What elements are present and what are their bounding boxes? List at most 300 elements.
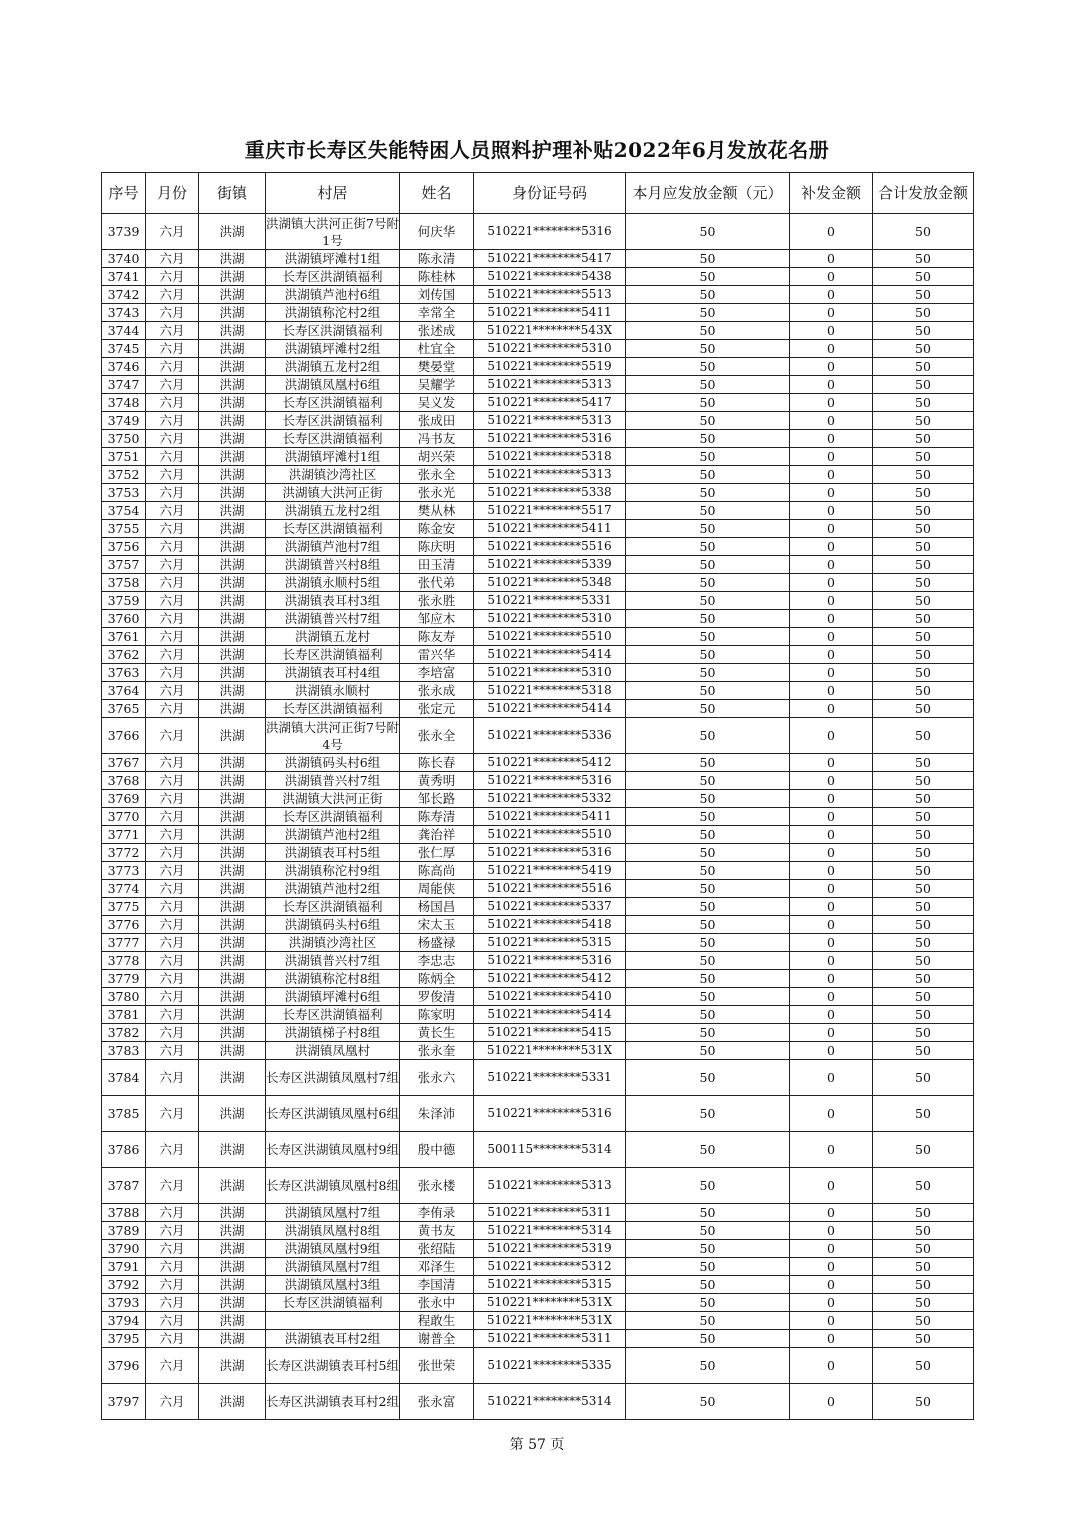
col-month-cell: 六月 — [146, 214, 199, 250]
col-town-cell: 洪湖 — [199, 1042, 266, 1060]
col-amount-due-cell: 50 — [626, 862, 790, 880]
col-month-cell: 六月 — [146, 988, 199, 1006]
col-total-cell: 50 — [873, 1096, 974, 1132]
col-month-cell: 六月 — [146, 754, 199, 772]
col-town-cell: 洪湖 — [199, 592, 266, 610]
col-month-cell: 六月 — [146, 394, 199, 412]
col-village-cell: 洪湖镇凤凰村6组 — [266, 376, 400, 394]
col-month-cell: 六月 — [146, 1204, 199, 1222]
col-back-pay-cell: 0 — [790, 358, 873, 376]
col-village-cell: 洪湖镇坪滩村6组 — [266, 988, 400, 1006]
col-back-pay-cell: 0 — [790, 304, 873, 322]
col-amount-due-cell: 50 — [626, 1096, 790, 1132]
col-id-number-cell: 510221********5315 — [474, 1276, 626, 1294]
col-name-cell: 杨盛禄 — [400, 934, 474, 952]
col-amount-due-cell: 50 — [626, 322, 790, 340]
col-back-pay-cell: 0 — [790, 466, 873, 484]
col-back-pay-cell: 0 — [790, 502, 873, 520]
col-amount-due-cell: 50 — [626, 808, 790, 826]
table-row — [102, 610, 974, 628]
col-index-cell: 3764 — [102, 682, 146, 700]
col-month-cell: 六月 — [146, 682, 199, 700]
col-total-cell: 50 — [873, 970, 974, 988]
col-id-number-cell: 510221********5315 — [474, 934, 626, 952]
col-back-pay-cell: 0 — [790, 1042, 873, 1060]
col-town-cell: 洪湖 — [199, 250, 266, 268]
col-month-cell: 六月 — [146, 376, 199, 394]
col-back-pay-cell: 0 — [790, 682, 873, 700]
col-index-cell: 3755 — [102, 520, 146, 538]
col-village-cell: 洪湖镇梯子村8组 — [266, 1024, 400, 1042]
table-row — [102, 826, 974, 844]
col-index-cell: 3751 — [102, 448, 146, 466]
col-total-cell: 50 — [873, 556, 974, 574]
col-back-pay-cell: 0 — [790, 1096, 873, 1132]
col-index-cell: 3791 — [102, 1258, 146, 1276]
col-town-cell: 洪湖 — [199, 1294, 266, 1312]
table-row — [102, 1240, 974, 1258]
col-town-cell: 洪湖 — [199, 574, 266, 592]
col-amount-due-cell: 50 — [626, 772, 790, 790]
col-index-cell: 3770 — [102, 808, 146, 826]
col-village-cell: 长寿区洪湖镇福利 — [266, 898, 400, 916]
col-town-cell: 洪湖 — [199, 358, 266, 376]
col-index-cell: 3769 — [102, 790, 146, 808]
column-header-id-number: 身份证号码 — [474, 173, 626, 214]
col-amount-due-cell: 50 — [626, 1042, 790, 1060]
col-index-cell: 3760 — [102, 610, 146, 628]
col-index-cell: 3773 — [102, 862, 146, 880]
table-row — [102, 1294, 974, 1312]
col-total-cell: 50 — [873, 952, 974, 970]
col-back-pay-cell: 0 — [790, 412, 873, 430]
col-town-cell: 洪湖 — [199, 952, 266, 970]
col-town-cell: 洪湖 — [199, 1348, 266, 1384]
col-town-cell: 洪湖 — [199, 502, 266, 520]
table-row — [102, 1006, 974, 1024]
col-index-cell: 3765 — [102, 700, 146, 718]
col-name-cell: 陈高尚 — [400, 862, 474, 880]
col-id-number-cell: 510221********5313 — [474, 466, 626, 484]
col-total-cell: 50 — [873, 988, 974, 1006]
col-total-cell: 50 — [873, 1006, 974, 1024]
col-town-cell: 洪湖 — [199, 664, 266, 682]
col-total-cell: 50 — [873, 1258, 974, 1276]
col-back-pay-cell: 0 — [790, 1384, 873, 1420]
col-index-cell: 3784 — [102, 1060, 146, 1096]
col-month-cell: 六月 — [146, 340, 199, 358]
col-village-cell: 洪湖镇大洪河正街 — [266, 484, 400, 502]
col-name-cell: 张世荣 — [400, 1348, 474, 1384]
table-row — [102, 970, 974, 988]
col-month-cell: 六月 — [146, 538, 199, 556]
column-header-village: 村居 — [266, 173, 400, 214]
col-month-cell: 六月 — [146, 1096, 199, 1132]
col-index-cell: 3775 — [102, 898, 146, 916]
col-index-cell: 3757 — [102, 556, 146, 574]
col-back-pay-cell: 0 — [790, 430, 873, 448]
col-total-cell: 50 — [873, 1024, 974, 1042]
col-total-cell: 50 — [873, 610, 974, 628]
col-total-cell: 50 — [873, 394, 974, 412]
col-total-cell: 50 — [873, 682, 974, 700]
table-row — [102, 520, 974, 538]
col-name-cell: 张仁厚 — [400, 844, 474, 862]
col-month-cell: 六月 — [146, 1060, 199, 1096]
col-village-cell: 洪湖镇芦池村2组 — [266, 880, 400, 898]
col-id-number-cell: 510221********5332 — [474, 790, 626, 808]
col-index-cell: 3758 — [102, 574, 146, 592]
col-amount-due-cell: 50 — [626, 538, 790, 556]
col-index-cell: 3786 — [102, 1132, 146, 1168]
col-town-cell: 洪湖 — [199, 862, 266, 880]
col-back-pay-cell: 0 — [790, 286, 873, 304]
col-index-cell: 3766 — [102, 718, 146, 754]
col-village-cell: 长寿区洪湖镇福利 — [266, 808, 400, 826]
col-town-cell: 洪湖 — [199, 286, 266, 304]
col-village-cell: 长寿区洪湖镇凤凰村9组 — [266, 1132, 400, 1168]
col-name-cell: 幸常全 — [400, 304, 474, 322]
col-name-cell: 张定元 — [400, 700, 474, 718]
col-id-number-cell: 510221********5348 — [474, 574, 626, 592]
col-id-number-cell: 510221********5313 — [474, 376, 626, 394]
col-total-cell: 50 — [873, 268, 974, 286]
col-total-cell: 50 — [873, 1222, 974, 1240]
col-back-pay-cell: 0 — [790, 592, 873, 610]
col-name-cell: 胡兴荣 — [400, 448, 474, 466]
col-town-cell: 洪湖 — [199, 916, 266, 934]
col-month-cell: 六月 — [146, 448, 199, 466]
col-month-cell: 六月 — [146, 250, 199, 268]
col-village-cell: 洪湖镇永顺村 — [266, 682, 400, 700]
col-back-pay-cell: 0 — [790, 898, 873, 916]
col-name-cell: 冯书友 — [400, 430, 474, 448]
col-back-pay-cell: 0 — [790, 718, 873, 754]
col-month-cell: 六月 — [146, 1348, 199, 1384]
col-amount-due-cell: 50 — [626, 412, 790, 430]
col-id-number-cell: 510221********5412 — [474, 754, 626, 772]
column-header-name: 姓名 — [400, 173, 474, 214]
col-town-cell: 洪湖 — [199, 970, 266, 988]
col-name-cell: 陈永清 — [400, 250, 474, 268]
col-amount-due-cell: 50 — [626, 754, 790, 772]
col-village-cell: 长寿区洪湖镇福利 — [266, 646, 400, 664]
col-town-cell: 洪湖 — [199, 520, 266, 538]
col-id-number-cell: 510221********5510 — [474, 628, 626, 646]
col-amount-due-cell: 50 — [626, 430, 790, 448]
col-index-cell: 3752 — [102, 466, 146, 484]
col-name-cell: 何庆华 — [400, 214, 474, 250]
col-index-cell: 3739 — [102, 214, 146, 250]
table-row — [102, 1258, 974, 1276]
col-back-pay-cell: 0 — [790, 1294, 873, 1312]
col-back-pay-cell: 0 — [790, 1006, 873, 1024]
col-month-cell: 六月 — [146, 1294, 199, 1312]
col-name-cell: 邹应木 — [400, 610, 474, 628]
col-name-cell: 张永奎 — [400, 1042, 474, 1060]
col-village-cell: 洪湖镇大洪河正街7号附1号 — [266, 215, 399, 248]
col-amount-due-cell: 50 — [626, 304, 790, 322]
col-id-number-cell: 510221********5310 — [474, 340, 626, 358]
col-index-cell: 3789 — [102, 1222, 146, 1240]
col-name-cell: 杜宜全 — [400, 340, 474, 358]
table-row — [102, 304, 974, 322]
col-month-cell: 六月 — [146, 412, 199, 430]
col-village-cell: 洪湖镇坪滩村1组 — [266, 250, 400, 268]
col-town-cell: 洪湖 — [199, 772, 266, 790]
col-id-number-cell: 510221********5418 — [474, 916, 626, 934]
table-row — [102, 286, 974, 304]
col-total-cell: 50 — [873, 1294, 974, 1312]
col-village-cell: 长寿区洪湖镇福利 — [266, 322, 400, 340]
col-index-cell: 3745 — [102, 340, 146, 358]
col-total-cell: 50 — [873, 628, 974, 646]
column-header-town: 街镇 — [199, 173, 266, 214]
col-index-cell: 3793 — [102, 1294, 146, 1312]
col-town-cell: 洪湖 — [199, 826, 266, 844]
col-village-cell: 洪湖镇普兴村7组 — [266, 610, 400, 628]
col-name-cell: 周能侠 — [400, 880, 474, 898]
col-total-cell: 50 — [873, 934, 974, 952]
col-index-cell: 3782 — [102, 1024, 146, 1042]
column-header-amount-due: 本月应发放金额（元） — [626, 173, 790, 214]
col-amount-due-cell: 50 — [626, 916, 790, 934]
col-amount-due-cell: 50 — [626, 466, 790, 484]
col-village-cell: 洪湖镇大洪河正街 — [266, 790, 400, 808]
col-village-cell: 洪湖镇坪滩村2组 — [266, 340, 400, 358]
col-total-cell: 50 — [873, 808, 974, 826]
col-month-cell: 六月 — [146, 322, 199, 340]
table-row — [102, 880, 974, 898]
col-town-cell: 洪湖 — [199, 700, 266, 718]
col-amount-due-cell: 50 — [626, 610, 790, 628]
col-name-cell: 宋太玉 — [400, 916, 474, 934]
col-amount-due-cell: 50 — [626, 1222, 790, 1240]
col-village-cell: 洪湖镇芦池村2组 — [266, 826, 400, 844]
col-id-number-cell: 500115********5314 — [474, 1132, 626, 1168]
col-id-number-cell: 510221********5316 — [474, 772, 626, 790]
col-village-cell: 洪湖镇表耳村2组 — [266, 1330, 400, 1348]
col-total-cell: 50 — [873, 1276, 974, 1294]
table-row — [102, 340, 974, 358]
col-index-cell: 3779 — [102, 970, 146, 988]
col-back-pay-cell: 0 — [790, 1312, 873, 1330]
col-total-cell: 50 — [873, 1312, 974, 1330]
col-town-cell: 洪湖 — [199, 376, 266, 394]
col-back-pay-cell: 0 — [790, 1222, 873, 1240]
col-name-cell: 邓泽生 — [400, 1258, 474, 1276]
column-header-total: 合计发放金额 — [873, 173, 974, 214]
col-name-cell: 张代弟 — [400, 574, 474, 592]
col-month-cell: 六月 — [146, 520, 199, 538]
col-month-cell: 六月 — [146, 898, 199, 916]
col-village-cell: 长寿区洪湖镇福利 — [266, 520, 400, 538]
col-month-cell: 六月 — [146, 430, 199, 448]
col-month-cell: 六月 — [146, 502, 199, 520]
col-village-cell: 洪湖镇凤凰村3组 — [266, 1276, 400, 1294]
col-name-cell: 谢普全 — [400, 1330, 474, 1348]
col-total-cell: 50 — [873, 1384, 974, 1420]
table-row — [102, 538, 974, 556]
col-month-cell: 六月 — [146, 646, 199, 664]
col-month-cell: 六月 — [146, 1042, 199, 1060]
col-name-cell: 张成田 — [400, 412, 474, 430]
col-id-number-cell: 510221********5313 — [474, 1168, 626, 1204]
col-total-cell: 50 — [873, 790, 974, 808]
col-id-number-cell: 510221********5517 — [474, 502, 626, 520]
col-town-cell: 洪湖 — [199, 1222, 266, 1240]
col-total-cell: 50 — [873, 484, 974, 502]
col-total-cell: 50 — [873, 538, 974, 556]
col-id-number-cell: 510221********5310 — [474, 610, 626, 628]
col-name-cell: 邹长路 — [400, 790, 474, 808]
col-index-cell: 3771 — [102, 826, 146, 844]
col-town-cell: 洪湖 — [199, 340, 266, 358]
col-village-cell: 洪湖镇凤凰村9组 — [266, 1240, 400, 1258]
col-name-cell: 陈炳全 — [400, 970, 474, 988]
col-village-cell: 洪湖镇大洪河正街7号附4号 — [266, 719, 399, 752]
col-total-cell: 50 — [873, 340, 974, 358]
col-id-number-cell: 510221********5410 — [474, 988, 626, 1006]
col-village-cell: 洪湖镇称沱村8组 — [266, 970, 400, 988]
col-total-cell: 50 — [873, 664, 974, 682]
col-month-cell: 六月 — [146, 592, 199, 610]
table-row — [102, 430, 974, 448]
col-month-cell: 六月 — [146, 934, 199, 952]
col-amount-due-cell: 50 — [626, 1258, 790, 1276]
col-village-cell: 洪湖镇普兴村7组 — [266, 772, 400, 790]
col-name-cell: 陈友寿 — [400, 628, 474, 646]
table-row — [102, 916, 974, 934]
col-month-cell: 六月 — [146, 1330, 199, 1348]
col-back-pay-cell: 0 — [790, 1024, 873, 1042]
table-row — [102, 1222, 974, 1240]
col-amount-due-cell: 50 — [626, 880, 790, 898]
col-total-cell: 50 — [873, 646, 974, 664]
col-amount-due-cell: 50 — [626, 574, 790, 592]
col-total-cell: 50 — [873, 862, 974, 880]
col-month-cell: 六月 — [146, 1006, 199, 1024]
col-town-cell: 洪湖 — [199, 466, 266, 484]
col-name-cell: 陈寿清 — [400, 808, 474, 826]
col-town-cell: 洪湖 — [199, 1240, 266, 1258]
col-village-cell: 洪湖镇码头村6组 — [266, 916, 400, 934]
col-name-cell: 陈长春 — [400, 754, 474, 772]
col-month-cell: 六月 — [146, 304, 199, 322]
col-total-cell: 50 — [873, 214, 974, 250]
col-total-cell: 50 — [873, 700, 974, 718]
col-name-cell: 程敢生 — [400, 1312, 474, 1330]
col-name-cell: 吴义发 — [400, 394, 474, 412]
col-amount-due-cell: 50 — [626, 1024, 790, 1042]
col-id-number-cell: 510221********5311 — [474, 1330, 626, 1348]
col-total-cell: 50 — [873, 772, 974, 790]
col-month-cell: 六月 — [146, 1384, 199, 1420]
col-total-cell: 50 — [873, 358, 974, 376]
col-amount-due-cell: 50 — [626, 1204, 790, 1222]
col-id-number-cell: 510221********5513 — [474, 286, 626, 304]
col-town-cell: 洪湖 — [199, 1006, 266, 1024]
col-id-number-cell: 510221********5336 — [474, 718, 626, 754]
col-back-pay-cell: 0 — [790, 250, 873, 268]
table-row — [102, 1096, 974, 1132]
column-header-index: 序号 — [102, 173, 146, 214]
col-village-cell: 长寿区洪湖镇凤凰村6组 — [266, 1096, 400, 1132]
col-id-number-cell: 510221********5331 — [474, 1060, 626, 1096]
col-month-cell: 六月 — [146, 880, 199, 898]
col-town-cell: 洪湖 — [199, 880, 266, 898]
col-id-number-cell: 510221********531X — [474, 1042, 626, 1060]
col-back-pay-cell: 0 — [790, 1204, 873, 1222]
col-index-cell: 3795 — [102, 1330, 146, 1348]
col-index-cell: 3797 — [102, 1384, 146, 1420]
col-back-pay-cell: 0 — [790, 484, 873, 502]
col-total-cell: 50 — [873, 880, 974, 898]
col-month-cell: 六月 — [146, 952, 199, 970]
col-month-cell: 六月 — [146, 1258, 199, 1276]
col-town-cell: 洪湖 — [199, 934, 266, 952]
table-row — [102, 502, 974, 520]
col-total-cell: 50 — [873, 412, 974, 430]
col-index-cell: 3740 — [102, 250, 146, 268]
col-village-cell: 洪湖镇普兴村8组 — [266, 556, 400, 574]
col-total-cell: 50 — [873, 376, 974, 394]
col-village-cell: 长寿区洪湖镇福利 — [266, 394, 400, 412]
col-month-cell: 六月 — [146, 1312, 199, 1330]
col-town-cell: 洪湖 — [199, 1096, 266, 1132]
col-total-cell: 50 — [873, 898, 974, 916]
col-village-cell: 洪湖镇凤凰村7组 — [266, 1258, 400, 1276]
col-id-number-cell: 510221********5438 — [474, 268, 626, 286]
col-back-pay-cell: 0 — [790, 934, 873, 952]
table-row — [102, 268, 974, 286]
col-total-cell: 50 — [873, 466, 974, 484]
col-village-cell: 洪湖镇表耳村4组 — [266, 664, 400, 682]
table-row — [102, 862, 974, 880]
col-id-number-cell: 510221********531X — [474, 1294, 626, 1312]
col-month-cell: 六月 — [146, 790, 199, 808]
col-total-cell: 50 — [873, 574, 974, 592]
table-row — [102, 790, 974, 808]
col-name-cell: 张永全 — [400, 718, 474, 754]
col-amount-due-cell: 50 — [626, 700, 790, 718]
col-town-cell: 洪湖 — [199, 394, 266, 412]
col-id-number-cell: 510221********5415 — [474, 1024, 626, 1042]
col-town-cell: 洪湖 — [199, 1024, 266, 1042]
col-total-cell: 50 — [873, 1042, 974, 1060]
table-row — [102, 700, 974, 718]
col-id-number-cell: 510221********5417 — [474, 250, 626, 268]
col-id-number-cell: 510221********5331 — [474, 592, 626, 610]
col-amount-due-cell: 50 — [626, 286, 790, 304]
col-name-cell: 张永富 — [400, 1384, 474, 1420]
col-back-pay-cell: 0 — [790, 862, 873, 880]
col-index-cell: 3787 — [102, 1168, 146, 1204]
col-amount-due-cell: 50 — [626, 1384, 790, 1420]
col-id-number-cell: 510221********5319 — [474, 1240, 626, 1258]
col-amount-due-cell: 50 — [626, 1348, 790, 1384]
col-index-cell: 3748 — [102, 394, 146, 412]
col-amount-due-cell: 50 — [626, 484, 790, 502]
col-month-cell: 六月 — [146, 628, 199, 646]
col-id-number-cell: 510221********5310 — [474, 664, 626, 682]
col-amount-due-cell: 50 — [626, 1294, 790, 1312]
roster-table — [101, 172, 974, 1420]
col-name-cell: 李忠志 — [400, 952, 474, 970]
col-amount-due-cell: 50 — [626, 952, 790, 970]
col-month-cell: 六月 — [146, 1240, 199, 1258]
col-index-cell: 3756 — [102, 538, 146, 556]
